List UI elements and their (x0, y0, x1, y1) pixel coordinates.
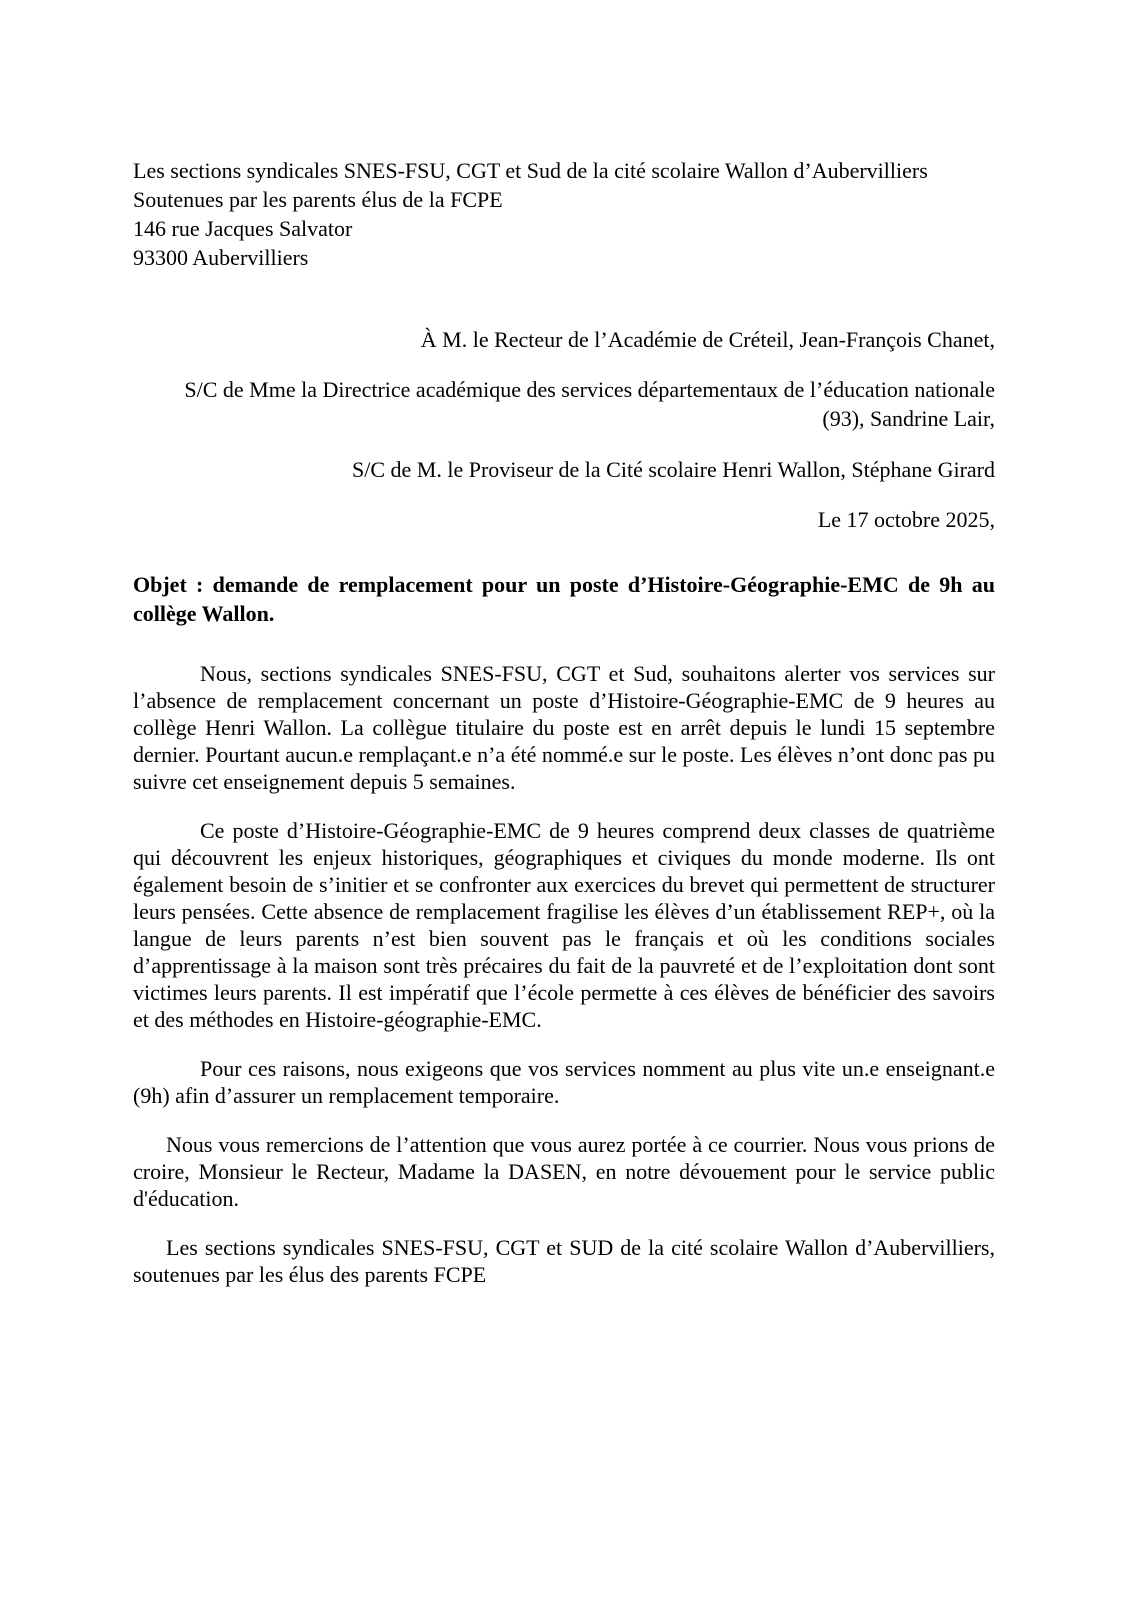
sender-block (133, 156, 995, 272)
sender-line-organization: Les sections syndicales SNES-FSU, CGT et Sud de la cité scolaire Wallon d’Aubervilliers (133, 158, 928, 183)
subject-line: Objet : demande de remplacement pour un poste d’Histoire-Géographie-EMC de 9h au collège Wallon. (133, 572, 995, 626)
sender-line-support: Soutenues par les parents élus de la FCPE (133, 187, 503, 212)
sender-line-city: 93300 Aubervilliers (133, 245, 309, 270)
paragraph-context: Ce poste d’Histoire-Géographie-EMC de 9 heures comprend deux classes de quatrième qui découvrent les enjeux historiques, géographiques et civiques du monde moderne. Ils ont également besoin de s’initier et se confronter aux exercices du brevet qui permettent de structurer leurs pensées. Cette absence de remplacement fragilise les élèves d’un établissement REP+, où la langue de leurs parents n’est bien souvent pas le français et où les conditions sociales d’apprentissage à la maison sont très précaires du fait de la pauvreté et de l’exploitation dont sont victimes leurs parents. Il est impératif que l’école permette à ces élèves de bénéficier des savoirs et des méthodes en Histoire-géographie-EMC. (133, 818, 995, 1032)
letter-content (133, 156, 995, 1310)
paragraph-closing: Nous vous remercions de l’attention que vous aurez portée à ce courrier. Nous vous prions de croire, Monsieur le Recteur, Madame la DASEN, en notre dévouement pour le service public d'éducation. (133, 1132, 995, 1211)
paragraph-alert: Nous, sections syndicales SNES-FSU, CGT et Sud, souhaitons alerter vos services sur l’absence de remplacement concernant un poste d’Histoire-Géographie-EMC de 9 heures au collège Henri Wallon. La collègue titulaire du poste est en arrêt depuis le lundi 15 septembre dernier. Pourtant aucun.e remplaçant.e n’a été nommé.e sur le poste. Les élèves n’ont donc pas pu suivre cet enseignement depuis 5 semaines. (133, 661, 995, 794)
recipient-dasen-line2: (93), Sandrine Lair, (822, 406, 995, 431)
recipient-dasen-line1: S/C de Mme la Directrice académique des services départementaux de l’éducation nationale (184, 377, 995, 402)
recipient-recteur: À M. le Recteur de l’Académie de Créteil, Jean-François Chanet, (420, 327, 995, 352)
paragraph-signature: Les sections syndicales SNES-FSU, CGT et SUD de la cité scolaire Wallon d’Aubervilliers, soutenues par les élus des parents FCPE (133, 1235, 995, 1287)
sender-line-street: 146 rue Jacques Salvator (133, 216, 353, 241)
recipient-proviseur: S/C de M. le Proviseur de la Cité scolaire Henri Wallon, Stéphane Girard (351, 457, 995, 482)
paragraph-demand: Pour ces raisons, nous exigeons que vos services nomment au plus vite un.e enseignant.e (9h) afin d’assurer un remplacement temporaire. (133, 1056, 995, 1108)
letter-date: Le 17 octobre 2025, (817, 507, 995, 532)
